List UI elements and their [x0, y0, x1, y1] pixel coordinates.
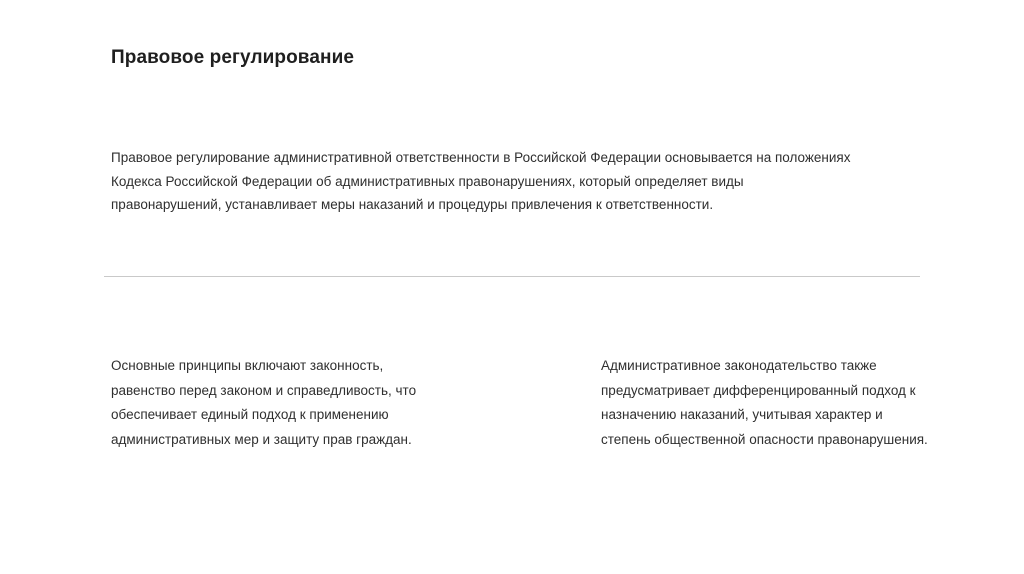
intro-paragraph: [111, 146, 891, 217]
left-column-paragraph: [111, 354, 451, 452]
right-column-line: Административное законодательство также: [601, 358, 877, 373]
intro-line: правонарушений, устанавливает меры наказаний и процедуры привлечения к ответственности.: [111, 197, 714, 212]
right-column-paragraph: [601, 354, 961, 452]
intro-line: Правовое регулирование административной ответственности в Российской Федерации основывается на положениях: [111, 150, 851, 165]
left-column-line: Основные принципы включают законность,: [111, 358, 384, 373]
section-divider: [104, 276, 920, 277]
slide-title: Правовое регулирование: [111, 47, 355, 68]
right-column-line: степень общественной опасности правонарушения.: [601, 431, 928, 447]
right-column-line: назначению наказаний, учитывая характер и: [601, 407, 883, 422]
intro-line: Кодекса Российской Федерации об административных правонарушениях, который определяет виды: [111, 173, 744, 189]
left-column-line: равенство перед законом и справедливость, что: [111, 382, 417, 398]
right-column-line: предусматривает дифференцированный подход к: [601, 382, 916, 398]
left-column-line: обеспечивает единый подход к применению: [111, 407, 389, 422]
left-column-line: административных мер и защиту прав граждан.: [111, 431, 412, 447]
